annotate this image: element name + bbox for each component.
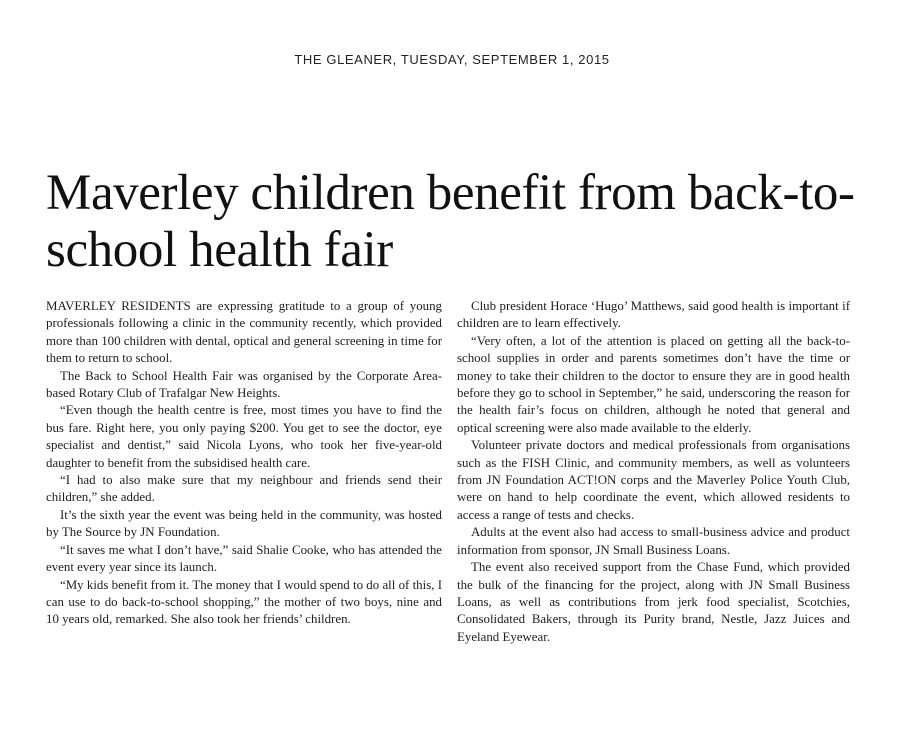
- paragraph: Club president Horace ‘Hugo’ Matthews, said good health is important if children are to learn effectively.: [457, 299, 850, 331]
- dateline: THE GLEANER, TUESDAY, SEPTEMBER 1, 2015: [294, 52, 610, 67]
- paragraph: “Very often, a lot of the attention is placed on getting all the back-to-school supplies in order and parents sometimes don’t have the time or money to take their children to the doctor to ensure they are in good health before they go to school in September,” he said, underscoring the reason for the health fair’s focus on children, although he noted that general and optical screening were also made available to the elderly.: [457, 333, 850, 435]
- paragraph: “Even though the health centre is free, most times you have to find the bus fare. Right here, you only paying $200. You get to see the doctor, eye specialist and dentist,” said Nicola Lyons, who took her five-year-old daughter to benefit from the subsidised health care.: [46, 403, 442, 470]
- paragraph: Adults at the event also had access to small-business advice and product information from sponsor, JN Small Business Loans.: [457, 525, 850, 557]
- paragraph: “I had to also make sure that my neighbour and friends send their children,” she added.: [46, 473, 442, 505]
- headline: Maverley children benefit from back-to-school health fair: [46, 165, 855, 278]
- article-column-left: [46, 298, 442, 629]
- paragraph: Volunteer private doctors and medical professionals from organisations such as the FISH Clinic, and community members, as well as volunteers from JN Foundation ACT!ON corps and the Maverley Police Youth Club, were on hand to help coordinate the event, which allowed residents to access a range of tests and checks.: [457, 438, 850, 522]
- article-column-right: [457, 298, 850, 646]
- paragraph: “My kids benefit from it. The money that I would spend to do all of this, I can use to do back-to-school shopping,” the mother of two boys, nine and 10 years old, remarked. She also took her friends’ children.: [46, 577, 442, 627]
- paragraph: MAVERLEY RESIDENTS are expressing gratitude to a group of young professionals following a clinic in the community recently, which provided more than 100 children with dental, optical and general screening in time for them to return to school.: [46, 299, 442, 366]
- paragraph: “It saves me what I don’t have,” said Shalie Cooke, who has attended the event every year since its launch.: [46, 542, 442, 575]
- paragraph: The Back to School Health Fair was organised by the Corporate Area-based Rotary Club of Trafalgar New Heights.: [46, 368, 442, 401]
- paragraph: It’s the sixth year the event was being held in the community, was hosted by The Source by JN Foundation.: [46, 507, 442, 540]
- paragraph: The event also received support from the Chase Fund, which provided the bulk of the financing for the project, along with JN Small Business Loans, as well as contributions from jerk food specialist, Scotchies, Consolidated Bakers, through its Purity brand, Nestle, Jazz Juices and Eyeland Eyewear.: [457, 560, 850, 644]
